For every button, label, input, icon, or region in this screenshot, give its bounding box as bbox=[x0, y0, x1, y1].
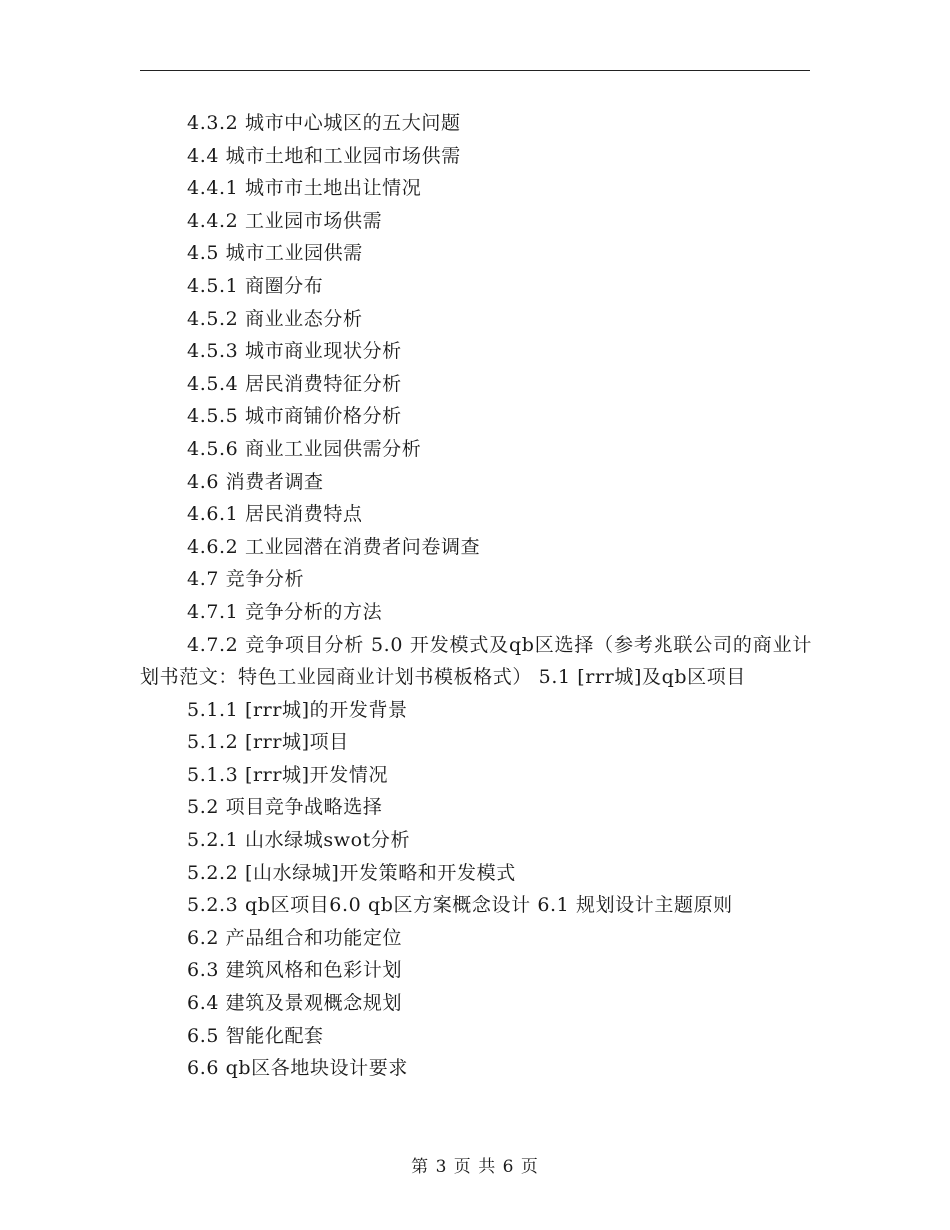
toc-line: 4.6.1 居民消费特点 bbox=[187, 503, 363, 526]
page-footer: 第 3 页 共 6 页 bbox=[411, 1157, 539, 1177]
toc-line: 6.6 qb区各地块设计要求 bbox=[187, 1057, 408, 1080]
toc-line: 4.5.1 商圈分布 bbox=[187, 274, 324, 297]
toc-line: 6.3 建筑风格和色彩计划 bbox=[187, 959, 403, 982]
toc-line: 4.5.5 城市商铺价格分析 bbox=[187, 405, 402, 428]
toc-line: 4.3.2 城市中心城区的五大问题 bbox=[187, 112, 461, 134]
toc-line: 6.4 建筑及景观概念规划 bbox=[187, 992, 403, 1015]
toc-line: 5.1.2 [rrr城]项目 bbox=[187, 731, 349, 754]
header-rule bbox=[140, 70, 810, 71]
toc-line: 5.1.3 [rrr城]开发情况 bbox=[187, 763, 389, 786]
toc-line: 4.6 消费者调查 bbox=[187, 470, 324, 493]
toc-paragraph: 4.7.2 竞争项目分析 5.0 开发模式及qb区选择（参考兆联公司的商业计划书范文：特色工业园商业计划书模板格式） 5.1 [rrr城]及qb区项目 bbox=[140, 633, 812, 689]
toc-line: 4.5.4 居民消费特征分析 bbox=[187, 372, 402, 395]
toc-line: 5.2.2 [山水绿城]开发策略和开发模式 bbox=[187, 861, 516, 884]
toc-line: 4.4 城市土地和工业园市场供需 bbox=[187, 144, 461, 167]
toc-line: 4.5.3 城市商业现状分析 bbox=[187, 340, 402, 363]
toc-line: 5.2 项目竞争战略选择 bbox=[187, 796, 383, 819]
toc-line: 6.2 产品组合和功能定位 bbox=[187, 926, 403, 949]
toc-line: 4.7.1 竞争分析的方法 bbox=[187, 600, 383, 623]
toc-line: 4.5.2 商业业态分析 bbox=[187, 307, 363, 330]
toc-line: 4.4.2 工业园市场供需 bbox=[187, 209, 383, 232]
toc-line: 4.4.1 城市市土地出让情况 bbox=[187, 177, 422, 200]
toc-line: 4.7 竞争分析 bbox=[187, 568, 305, 591]
toc-line: 5.2.3 qb区项目6.0 qb区方案概念设计 6.1 规划设计主题原则 bbox=[187, 894, 733, 917]
toc-line: 5.1.1 [rrr城]的开发背景 bbox=[187, 698, 408, 721]
toc-line: 4.5.6 商业工业园供需分析 bbox=[187, 437, 422, 460]
toc-line: 5.2.1 山水绿城swot分析 bbox=[187, 829, 411, 852]
toc-line: 4.6.2 工业园潜在消费者问卷调查 bbox=[187, 535, 481, 558]
toc-line: 6.5 智能化配套 bbox=[187, 1024, 324, 1047]
toc-line: 4.5 城市工业园供需 bbox=[187, 242, 363, 265]
toc-content bbox=[140, 107, 812, 1085]
